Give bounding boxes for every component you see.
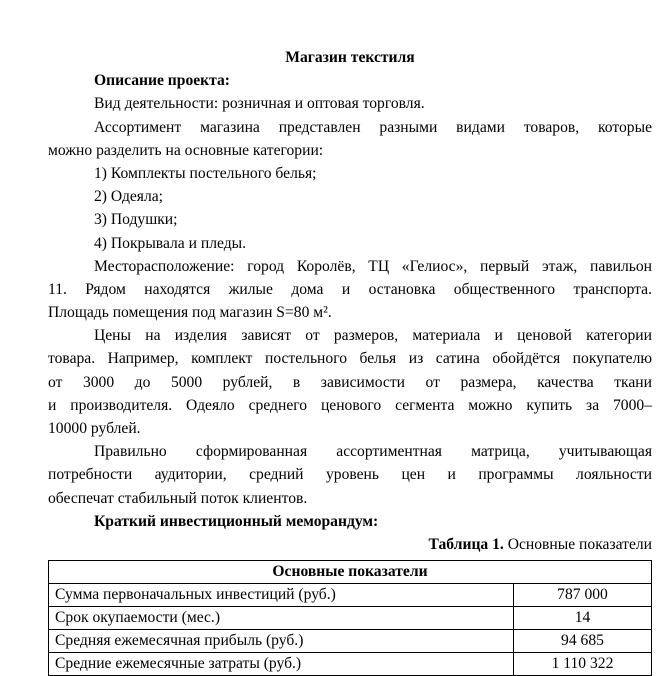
document-title: Магазин текстиля bbox=[285, 49, 415, 66]
table-cell-value: 14 bbox=[514, 607, 652, 630]
category-list-item: 3) Подушки; bbox=[94, 211, 178, 229]
table-header: Основные показатели bbox=[49, 561, 652, 584]
table-header-row bbox=[49, 561, 652, 584]
prices-paragraph-line: от 3000 до 5000 рублей, в зависимости от размера, качества ткани bbox=[48, 373, 652, 391]
matrix-paragraph-line: обеспечат стабильный поток клиентов. bbox=[48, 489, 308, 507]
category-list-item: 2) Одеяла; bbox=[94, 188, 164, 206]
table-row bbox=[49, 584, 652, 607]
table-cell-label: Сумма первоначальных инвестиций (руб.) bbox=[49, 584, 514, 607]
table-cell-label: Средние ежемесячные затраты (руб.) bbox=[49, 653, 514, 676]
prices-paragraph-line: Цены на изделия зависят от размеров, материала и ценовой категории bbox=[94, 327, 652, 345]
table-cell-value: 1 110 322 bbox=[514, 653, 652, 676]
matrix-paragraph-line: Правильно сформированная ассортиментная матрица, учитывающая bbox=[94, 443, 652, 461]
location-paragraph-line: Месторасположение: город Королёв, ТЦ «Гелиос», первый этаж, павильон bbox=[94, 257, 652, 275]
category-list-item: 4) Покрывала и пледы. bbox=[94, 234, 247, 252]
indicators-table bbox=[48, 560, 652, 676]
location-paragraph-line: 11. Рядом находятся жилые дома и остановка общественного транспорта. bbox=[48, 280, 652, 298]
prices-paragraph-line: 10000 рублей. bbox=[48, 420, 141, 437]
table-row bbox=[49, 630, 652, 653]
category-list-item: 1) Комплекты постельного белья; bbox=[94, 164, 317, 182]
table-row bbox=[49, 653, 652, 676]
table-cell-value: 787 000 bbox=[514, 584, 652, 607]
table-cell-value: 94 685 bbox=[514, 630, 652, 653]
table-caption-label: Таблица 1. bbox=[428, 535, 504, 553]
activity-paragraph: Вид деятельности: розничная и оптовая торговля. bbox=[94, 95, 425, 113]
location-paragraph-line: Площадь помещения под магазин S=80 м². bbox=[48, 304, 332, 322]
matrix-paragraph-line: потребности аудитории, средний уровень цен и программы лояльности bbox=[48, 466, 652, 484]
table-row bbox=[49, 607, 652, 630]
section-heading-memorandum: Краткий инвестиционный меморандум: bbox=[94, 512, 379, 530]
assortment-paragraph-line: Ассортимент магазина представлен разными видами товаров, которые bbox=[94, 118, 652, 136]
table-cell-label: Срок окупаемости (мес.) bbox=[49, 607, 514, 630]
table-caption bbox=[48, 533, 652, 556]
table-caption-text: Основные показатели bbox=[503, 535, 652, 553]
assortment-paragraph-line: можно разделить на основные категории: bbox=[48, 141, 324, 159]
section-heading-description: Описание проекта: bbox=[94, 72, 230, 90]
prices-paragraph-line: товара. Например, комплект постельного белья из сатина обойдётся покупателю bbox=[48, 350, 652, 368]
prices-paragraph-line: и производителя. Одеяло среднего ценового сегмента можно купить за 7000– bbox=[48, 396, 652, 414]
table-cell-label: Средняя ежемесячная прибыль (руб.) bbox=[49, 630, 514, 653]
document-page bbox=[48, 46, 652, 676]
